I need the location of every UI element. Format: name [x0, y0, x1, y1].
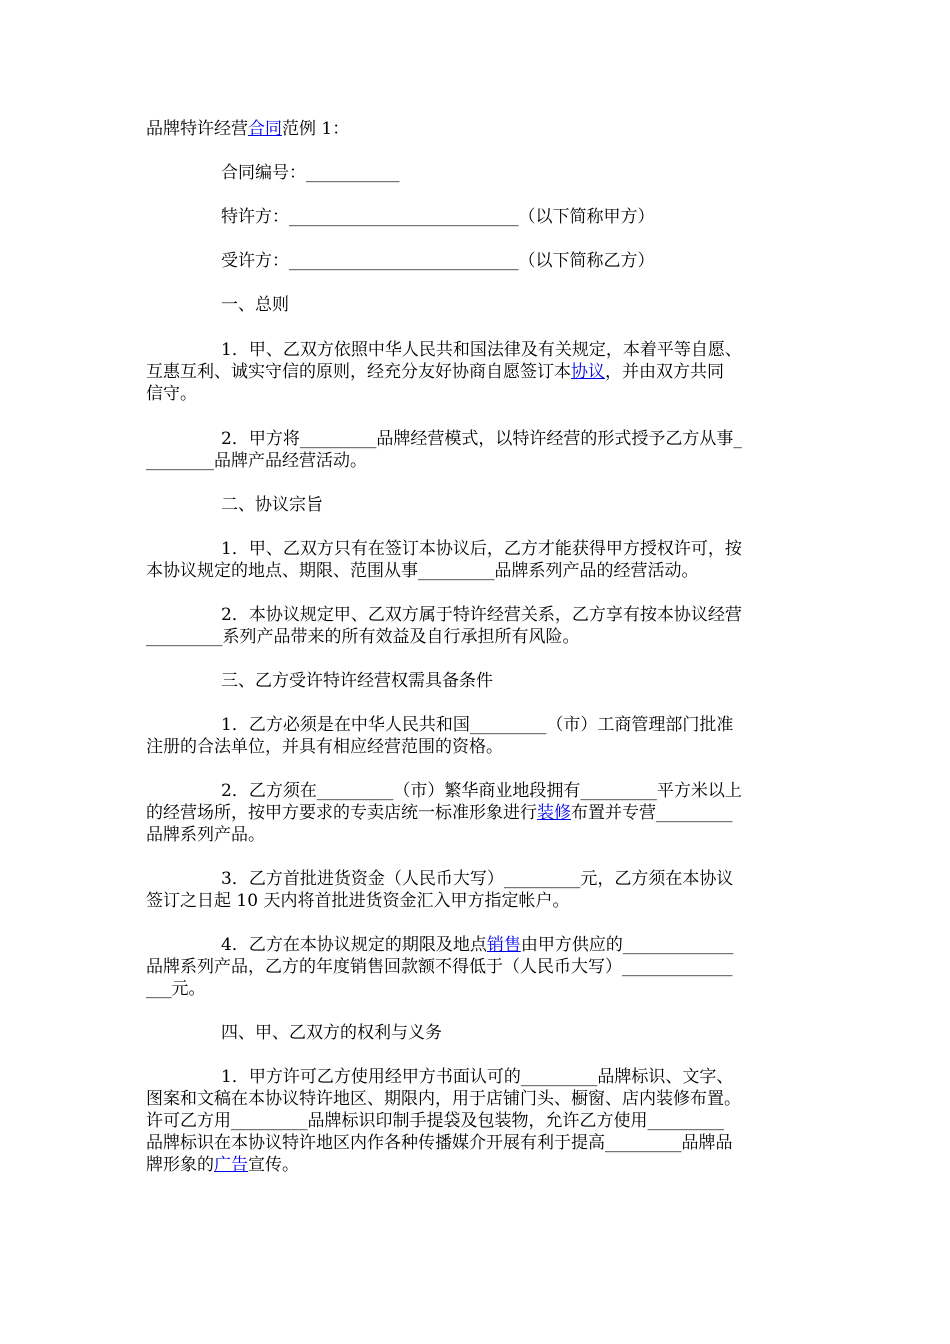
link-advertising[interactable]: 广告: [214, 1155, 248, 1175]
link-decoration[interactable]: 装修: [537, 803, 571, 823]
section-heading-purpose: 二、协议宗旨: [221, 495, 323, 515]
section-heading-general: 一、总则: [221, 295, 289, 315]
clause-text: 图案和文稿在本协议特许地区、期限内，用于店铺门头、橱窗、店内装修布置。: [146, 1089, 741, 1109]
clause-text-fragment: 互惠互利、诚实守信的原则，经充分友好协商自愿签订本: [146, 362, 571, 382]
clause-text: ___元。: [146, 979, 206, 999]
clause-text: 1．乙方必须是在中华人民共和国_________（市）工商管理部门批准: [221, 715, 734, 735]
clause-text-fragment: 布置并专营_________: [571, 803, 733, 823]
clause-text-fragment: 的经营场所，按甲方要求的专卖店统一标准形象进行: [146, 803, 537, 823]
clause-text: 品牌标识在本协议特许地区内作各种传播媒介开展有利于提高_________品牌品: [146, 1133, 733, 1153]
clause-text-fragment: 牌形象的: [146, 1155, 214, 1175]
clause-text: 1．甲、乙双方依照中华人民共和国法律及有关规定，本着平等自愿、: [221, 340, 742, 360]
clause-text: 许可乙方用_________品牌标识印制手提袋及包装物，允许乙方使用_________: [146, 1111, 724, 1131]
clause-text: _________系列产品带来的所有效益及自行承担所有风险。: [146, 627, 580, 647]
clause-text: ________品牌产品经营活动。: [146, 451, 367, 471]
document-title: [146, 118, 349, 140]
clause-text-fragment: ，并由双方共同: [605, 362, 724, 382]
clause-text: 品牌系列产品，乙方的年度销售回款额不得低于（人民币大写）_____________: [146, 957, 733, 977]
contract-number-field: 合同编号：___________: [221, 163, 400, 183]
title-text: 品牌特许经营: [146, 119, 248, 139]
clause-text: [146, 361, 724, 383]
link-agreement[interactable]: 协议: [571, 362, 605, 382]
clause-text-fragment: 宣传。: [248, 1155, 299, 1175]
clause-text: 信守。: [146, 384, 197, 404]
clause-text: 品牌系列产品。: [146, 825, 265, 845]
clause-text: [146, 802, 733, 824]
clause-text: 2．本协议规定甲、乙双方属于特许经营关系，乙方享有按本协议经营: [221, 605, 742, 625]
title-suffix: 范例 1：: [282, 119, 350, 139]
clause-text: 本协议规定的地点、期限、范围从事_________品牌系列产品的经营活动。: [146, 561, 699, 581]
clause-text: 注册的合法单位，并具有相应经营范围的资格。: [146, 737, 503, 757]
franchisor-field: 特许方：___________________________（以下简称甲方）: [221, 207, 655, 227]
franchisee-field: 受许方：___________________________（以下简称乙方）: [221, 251, 655, 271]
clause-text: [221, 934, 733, 956]
link-sales[interactable]: 销售: [486, 935, 521, 955]
clause-text: 2．乙方须在_________（市）繁华商业地段拥有_________平方米以上: [221, 781, 742, 801]
section-heading-rights: 四、甲、乙双方的权利与义务: [221, 1023, 442, 1043]
clause-text: 签订之日起 10 天内将首批进货资金汇入甲方指定帐户。: [146, 891, 570, 911]
clause-text: 1．甲方许可乙方使用经甲方书面认可的_________品牌标识、文字、: [221, 1067, 734, 1087]
clause-text-fragment: 由甲方供应的_____________: [520, 935, 734, 955]
link-contract[interactable]: 合同: [248, 119, 282, 139]
clause-text: 2．甲方将_________品牌经营模式，以特许经营的形式授予乙方从事_: [221, 429, 742, 449]
clause-text: 3．乙方首批进货资金（人民币大写）_________元，乙方须在本协议: [221, 869, 734, 889]
clause-text: 1．甲、乙双方只有在签订本协议后，乙方才能获得甲方授权许可，按: [221, 539, 742, 559]
clause-text: [146, 1154, 299, 1176]
section-heading-conditions: 三、乙方受许特许经营权需具备条件: [221, 671, 493, 691]
clause-text-fragment: 4．乙方在本协议规定的期限及地点: [221, 935, 487, 955]
